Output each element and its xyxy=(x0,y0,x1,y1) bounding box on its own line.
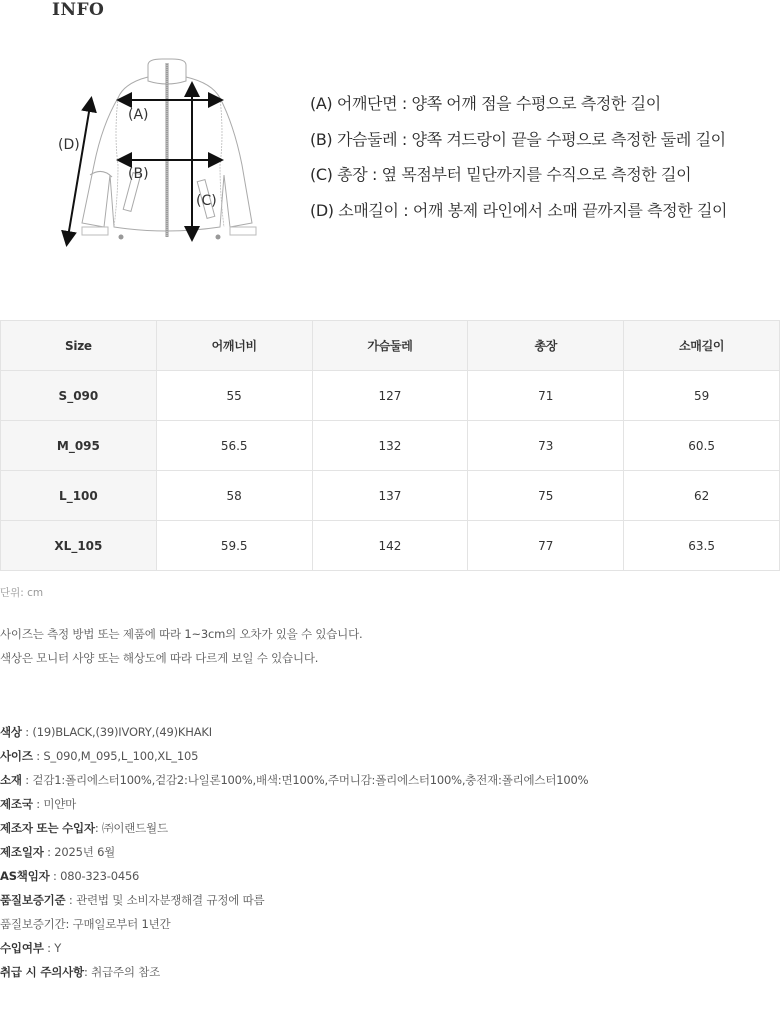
spec-manufacture-date: 제조일자 : 2025년 6월 xyxy=(0,845,116,859)
spec-size: 사이즈 : S_090,M_095,L_100,XL_105 xyxy=(0,749,199,763)
header-chest: 가슴둘레 xyxy=(312,321,468,371)
table-cell: 127 xyxy=(312,371,468,421)
size-cell: L_100 xyxy=(1,471,157,521)
spec-warranty-period: 품질보증기간: 구매일로부터 1년간 xyxy=(0,917,171,931)
table-cell: 55 xyxy=(156,371,312,421)
table-header-row xyxy=(1,321,780,371)
table-row xyxy=(1,371,780,421)
measurement-definitions xyxy=(310,86,727,228)
header-shoulder: 어깨너비 xyxy=(156,321,312,371)
header-sleeve: 소매길이 xyxy=(624,321,780,371)
jacket-measurement-diagram xyxy=(52,55,277,255)
spec-import: 수입여부 : Y xyxy=(0,941,62,955)
table-cell: 73 xyxy=(468,421,624,471)
table-row xyxy=(1,521,780,571)
table-cell: 58 xyxy=(156,471,312,521)
header-length: 총장 xyxy=(468,321,624,371)
table-cell: 142 xyxy=(312,521,468,571)
table-cell: 56.5 xyxy=(156,421,312,471)
size-cell: M_095 xyxy=(1,421,157,471)
table-cell: 60.5 xyxy=(624,421,780,471)
size-cell: XL_105 xyxy=(1,521,157,571)
table-cell: 59.5 xyxy=(156,521,312,571)
table-cell: 62 xyxy=(624,471,780,521)
label-a: (A) xyxy=(128,107,149,123)
spec-as-contact: AS책임자 : 080-323-0456 xyxy=(0,869,140,883)
table-cell: 75 xyxy=(468,471,624,521)
table-cell: 59 xyxy=(624,371,780,421)
definition-d: (D) 소매길이 : 어깨 봉제 라인에서 소매 끝까지를 측정한 길이 xyxy=(310,200,728,220)
table-row xyxy=(1,421,780,471)
product-specs xyxy=(0,720,588,984)
label-b: (B) xyxy=(128,166,149,182)
definition-c: (C) 총장 : 옆 목점부터 밑단까지를 수직으로 측정한 길이 xyxy=(310,165,692,184)
spec-country: 제조국 : 미얀마 xyxy=(0,797,77,811)
spec-color: 색상 : (19)BLACK,(39)IVORY,(49)KHAKI xyxy=(0,725,212,739)
info-title: INFO xyxy=(52,0,105,20)
label-c: (C) xyxy=(196,193,217,209)
table-row xyxy=(1,471,780,521)
unit-label: 단위: cm xyxy=(0,587,44,599)
table-cell: 77 xyxy=(468,521,624,571)
spec-care: 취급 시 주의사항: 취급주의 참조 xyxy=(0,965,161,979)
definition-a: (A) 어깨단면 : 양쪽 어깨 점을 수평으로 측정한 길이 xyxy=(310,94,661,113)
spec-manufacturer: 제조자 또는 수입자: ㈜이랜드월드 xyxy=(0,821,168,835)
table-cell: 137 xyxy=(312,471,468,521)
table-cell: 63.5 xyxy=(624,521,780,571)
label-d: (D) xyxy=(58,137,80,153)
jacket-illustration-icon xyxy=(52,55,277,255)
table-cell: 132 xyxy=(312,421,468,471)
size-notes xyxy=(0,622,362,670)
header-size: Size xyxy=(1,321,157,371)
spec-quality-standard: 품질보증기준 : 관련법 및 소비자분쟁해결 규정에 따름 xyxy=(0,893,265,907)
definition-b: (B) 가슴둘레 : 양쪽 겨드랑이 끝을 수평으로 측정한 둘레 길이 xyxy=(310,129,726,149)
size-cell: S_090 xyxy=(1,371,157,421)
size-table xyxy=(0,320,780,571)
note-size-tolerance: 사이즈는 측정 방법 또는 제품에 따라 1~3cm의 오차가 있을 수 있습니다. xyxy=(0,627,363,641)
note-color-variance: 색상은 모니터 사양 또는 해상도에 따라 다르게 보일 수 있습니다. xyxy=(0,651,319,665)
spec-material: 소재 : 겉감1:폴리에스터100%,겉감2:나일론100%,배색:면100%,주머니감:폴리에스터100%,충전재:폴리에스터100% xyxy=(0,773,589,787)
table-cell: 71 xyxy=(468,371,624,421)
